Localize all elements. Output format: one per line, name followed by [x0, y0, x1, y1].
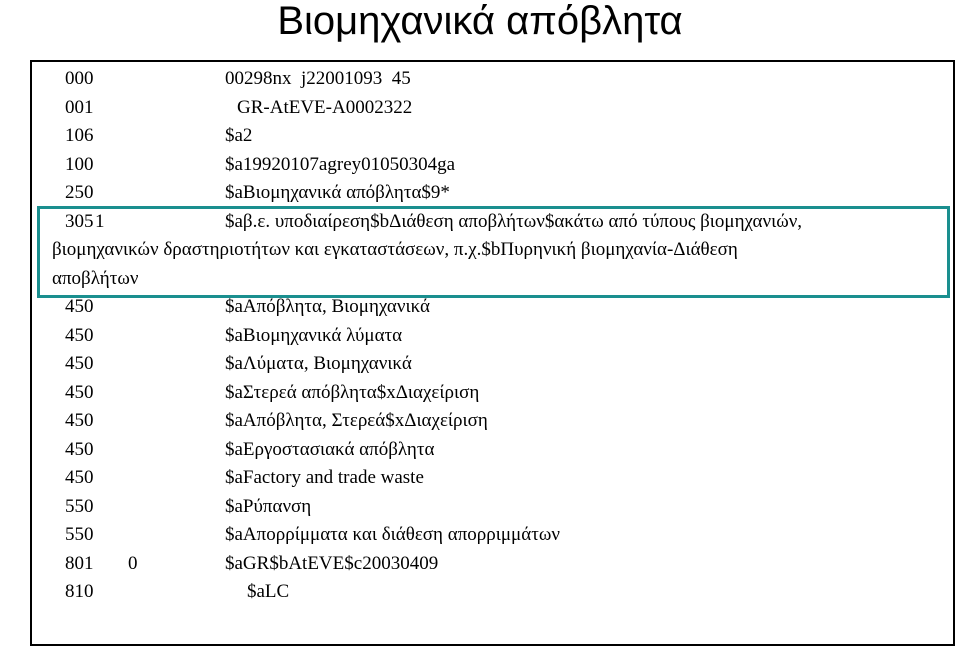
field-row [0, 151, 960, 180]
field-tag: 801 [65, 552, 94, 574]
field-value: $aΑπόβλητα, Στερεά$xΔιαχείριση [225, 410, 488, 431]
field-tag: 450 [65, 467, 94, 488]
field-row [0, 322, 960, 351]
field-row [0, 379, 960, 408]
field-row [0, 122, 960, 151]
field-value: $aΒιομηχανικά απόβλητα$9* [225, 182, 450, 203]
field-tag: 000 [65, 68, 94, 89]
field-tag: 450 [65, 438, 94, 460]
field-row [0, 464, 960, 493]
field-value: $aΑπορρίμματα και διάθεση απορριμμάτων [225, 524, 560, 545]
field-row [0, 350, 960, 379]
field-value: $aΣτερεά απόβλητα$xΔιαχείριση [225, 381, 480, 403]
field-tag: 450 [65, 324, 94, 346]
field-value: $aβ.ε. υποδιαίρεση$bΔιάθεση αποβλήτων$ακάτω από τύπους βιομηχανιών, [225, 210, 803, 232]
slide-title: Βιομηχανικά απόβλητα [277, 0, 683, 43]
field-row [0, 94, 960, 123]
field-tag: 450 [65, 381, 94, 403]
field-row [0, 521, 960, 550]
field-continuation [0, 265, 960, 294]
field-tag: 550 [65, 495, 94, 517]
field-value: GR-AtEVE-A0002322 [237, 96, 413, 118]
field-value-continuation: βιομηχανικών δραστηριοτήτων και εγκαταστάσεων, π.χ.$bΠυρηνική βιομηχανία-Διάθεση [52, 239, 738, 260]
field-tag: 106 [65, 125, 94, 146]
field-row [0, 179, 960, 208]
field-row [0, 550, 960, 579]
field-value: $aΕργοστασιακά απόβλητα [225, 438, 435, 460]
field-value: $aΛύματα, Βιομηχανικά [225, 353, 412, 374]
field-tag: 001 [65, 96, 94, 118]
field-tag: 810 [65, 581, 94, 602]
field-row [0, 578, 960, 607]
field-row [0, 208, 960, 237]
field-value: $aGR$bAtEVE$c20030409 [225, 552, 439, 574]
field-tag: 250 [65, 182, 94, 203]
field-tag: 450 [65, 353, 94, 374]
field-indicator: 0 [128, 552, 138, 574]
field-tag: 100 [65, 153, 94, 175]
field-row [0, 436, 960, 465]
field-value: 00298nx j22001093 45 [225, 68, 411, 89]
field-tag: 450 [65, 296, 94, 317]
field-indicator: 1 [95, 210, 105, 232]
field-row [0, 493, 960, 522]
marc-record [0, 65, 960, 607]
field-value: $aΡύπανση [225, 495, 312, 517]
field-value: $aLC [247, 581, 290, 602]
field-value: $aΒιομηχανικά λύματα [225, 324, 403, 346]
field-continuation [0, 236, 960, 265]
field-row [0, 293, 960, 322]
field-value: $a19920107agrey01050304ga [225, 153, 456, 175]
field-row [0, 407, 960, 436]
field-row [0, 65, 960, 94]
field-value: $aFactory and trade waste [225, 467, 424, 488]
field-tag: 305 [65, 210, 94, 232]
field-tag: 550 [65, 524, 94, 545]
field-value: $aΑπόβλητα, Βιομηχανικά [225, 296, 430, 317]
field-tag: 450 [65, 410, 94, 431]
field-value: $a2 [225, 125, 253, 146]
field-value-continuation: αποβλήτων [52, 267, 139, 289]
